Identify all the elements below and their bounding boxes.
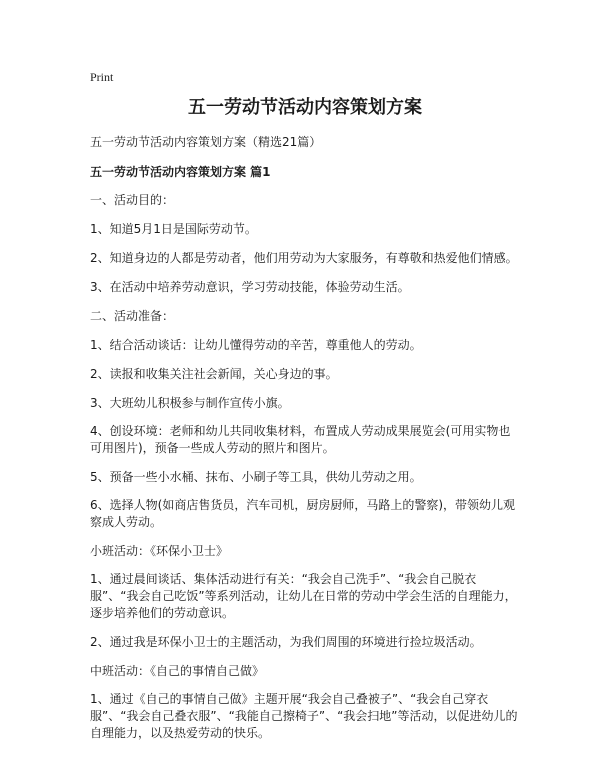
document-page — [90, 95, 520, 753]
paragraph: 1、通过《自己的事情自己做》主题开展“我会自己叠被子”、“我会自己穿衣服”、“我会自己叠衣服”、“我能自己擦椅子”、“我会扫地”等活动，以促进幼儿的自理能力，以及热爱劳动的快乐。 — [90, 692, 518, 740]
paragraph: 小班活动：《环保小卫士》 — [90, 544, 229, 558]
paragraph: 1、知道5月1日是国际劳动节。 — [90, 222, 257, 236]
paragraph: 一、活动目的： — [90, 193, 175, 207]
document-subtitle: 五一劳动节活动内容策划方案（精选21篇） — [90, 135, 322, 149]
paragraph: 4、创设环境：老师和幼儿共同收集材料，布置成人劳动成果展览会(可用实物也可用图片)，预备一些成人劳动的照片和图片。 — [90, 424, 511, 455]
print-label: Print — [90, 70, 114, 84]
paragraph: 1、通过晨间谈话、集体活动进行有关：“我会自己洗手”、“我会自己脱衣服”、“我会自己吃饭”等系列活动，让幼儿在日常的劳动中学会生活的自理能力，逐步培养他们的劳动意识。 — [90, 572, 517, 620]
paragraph: 中班活动：《自己的事情自己做》 — [90, 664, 265, 678]
document-title: 五一劳动节活动内容策划方案 — [188, 97, 422, 118]
paragraph: 1、结合活动谈话：让幼儿懂得劳动的辛苦，尊重他人的劳动。 — [90, 338, 422, 352]
paragraph: 2、读报和收集关注社会新闻，关心身边的事。 — [90, 367, 338, 381]
paragraph: 5、预备一些小水桶、抹布、小刷子等工具，供幼儿劳动之用。 — [90, 470, 422, 484]
paragraph: 2、知道身边的人都是劳动者，他们用劳动为大家服务，有尊敬和热爱他们情感。 — [90, 251, 518, 265]
paragraph: 3、大班幼儿积极参与制作宣传小旗。 — [90, 396, 290, 410]
paragraph: 3、在活动中培养劳动意识，学习劳动技能，体验劳动生活。 — [90, 280, 410, 294]
paragraph: 6、选择人物(如商店售货员，汽车司机，厨房厨师，马路上的警察)，带领幼儿观察成人劳动。 — [90, 498, 516, 529]
paragraph: 二、活动准备： — [90, 309, 175, 323]
paragraph: 2、通过我是环保小卫士的主题活动，为我们周围的环境进行捡垃圾活动。 — [90, 635, 482, 649]
section-heading: 五一劳动节活动内容策划方案 篇1 — [90, 165, 271, 179]
